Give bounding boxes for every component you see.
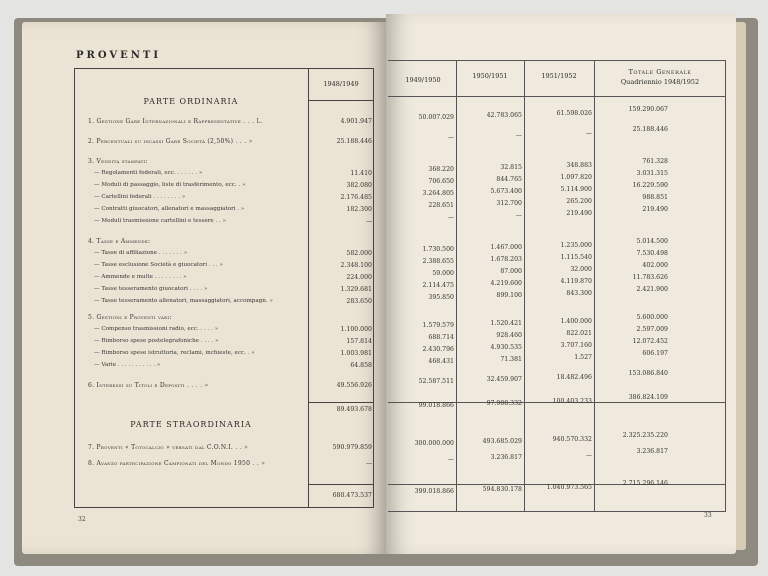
cell-value: 89.493.678 [336,406,372,413]
header-1949-1950: 1949/1950 [405,76,441,84]
row-label-suffix: . . . . . . . . » [154,274,187,280]
row-label-suffix: . . . . » [200,338,219,344]
cell-value: 1.329.681 [340,286,372,293]
cell-value: 25.188.446 [336,138,372,145]
cell-value: 99.018.866 [418,402,454,409]
cell-value: 265.200 [566,198,592,205]
cell-value: 2.114.475 [422,282,454,289]
row-label [94,194,185,200]
cell-value: 25.188.446 [632,126,668,133]
cell-value: 5.673.400 [490,188,522,195]
row-label-text: 2. Percentuali su incassi Gare Società (2,50%) [88,138,234,145]
cell-value: 386.824.109 [628,394,668,401]
cell-value: 12.072.452 [632,338,668,345]
row-label-suffix: . . . . . . . » [158,250,188,256]
row-label-text: 7. Proventi « Totocalcio » versati dal C.O.N.I. [88,444,234,451]
parte-straordinaria-heading: PARTE STRAORDINARIA [130,420,252,429]
cell-value: 18.482.496 [556,374,592,381]
cell-value: 1.678.203 [490,256,522,263]
row-label [94,170,202,176]
row-label-text: — Tasse di affiliazione [94,250,158,256]
cell-value: 940.570.332 [552,436,592,443]
cell-value: 5.114.900 [560,186,592,193]
row-label-text: — Moduli di passaggio, liste di trasferimento, ecc. [94,182,237,188]
cell-value: — [365,218,372,225]
cell-value: 1.579.579 [422,322,454,329]
row-label-text: — Compenso trasmissioni radio, ecc. [94,326,199,332]
page-stack-edge [736,22,746,550]
row-label-text: 5. Gestioni e Proventi vari: [88,314,172,321]
row-label-suffix: . . . . » [200,326,219,332]
cell-value: 399.018.866 [414,488,454,495]
row-label-text: — Varie [94,362,117,368]
cell-value: 11.410 [350,170,372,177]
cell-value: 493.685.029 [482,438,522,445]
cell-value: 3.031.315 [636,170,668,177]
row-label-text: — Regolamenti federali, ecc. [94,170,176,176]
cell-value: 1.100.000 [340,326,372,333]
cell-value: — [365,460,372,467]
row-label-text: — Cartellini federali [94,194,152,200]
parte-ordinaria-heading: PARTE ORDINARIA [143,97,239,106]
cell-value: 822.021 [566,330,592,337]
cell-value: 7.530.498 [636,250,668,257]
cell-value: 52.587.511 [418,378,454,385]
row-label-suffix: . . . . » [189,286,208,292]
row-label [94,362,160,368]
row-label [94,250,187,256]
cell-value: 64.858 [350,362,372,369]
cell-value: 182.300 [346,206,372,213]
cell-value: 688.714 [428,334,454,341]
row-label-suffix: . . . . . . . . » [153,194,186,200]
row-label [94,326,218,332]
cell-value: 157.814 [346,338,372,345]
cell-value: — [515,212,522,219]
row-label [88,138,253,145]
row-label [94,274,187,280]
cell-value: 2.421.900 [636,286,668,293]
cell-value: 61.598.026 [556,110,592,117]
row-label-suffix: . » [247,350,255,356]
header-1951-1952: 1951/1952 [541,72,577,80]
cell-value: — [447,134,454,141]
row-label-text: — Rimborso spese postelegrafoniche [94,338,199,344]
row-label-text: 8. Avanzo partecipazione Campionati del Mondo 1950 [88,460,251,467]
cell-value: 50.007.029 [418,114,454,121]
row-label-text: 3. Vendita stampati: [88,158,148,165]
row-label-suffix: . . . . » [186,382,209,389]
cell-value: 2.430.796 [422,346,454,353]
right-divider-2 [524,60,525,512]
cell-value: 1.730.500 [422,246,454,253]
row-label [94,262,223,268]
row-label-text: — Ammende e multe [94,274,153,280]
cell-value: 1.400.000 [560,318,592,325]
cell-value: 2.176.485 [340,194,372,201]
cell-value: 5.600.000 [636,314,668,321]
cell-value: 219.490 [642,206,668,213]
row-label [88,314,172,321]
cell-value: 312.700 [496,200,522,207]
cell-value: 1.097.820 [560,174,592,181]
row-label [94,298,273,304]
row-label-suffix: . . » [215,218,227,224]
cell-value: 988.851 [642,194,668,201]
cell-value: 590.979.859 [332,444,372,451]
row-label-suffix: . . . . . . » [177,170,203,176]
cell-value: 32.459.907 [486,376,522,383]
cell-value: 3.236.817 [636,448,668,455]
left-subtotal-rule [308,402,374,403]
cell-value: 348.883 [566,162,592,169]
row-label [94,218,226,224]
cell-value: 2.597.009 [636,326,668,333]
row-label-text: — Moduli trasmissione cartellini e tessere [94,218,214,224]
cell-value: 761.328 [642,158,668,165]
row-label [88,118,263,125]
cell-value: 153.086.840 [628,370,668,377]
cell-value: — [447,456,454,463]
cell-value: 1.235.000 [560,242,592,249]
cell-value: 395.850 [428,294,454,301]
cell-value: 582.000 [346,250,372,257]
right-header-rule [388,96,726,97]
cell-value: 843.300 [566,290,592,297]
cell-value: 32.000 [570,266,592,273]
row-label-text: — Contratti giuocatori, allenatori e massaggiatori [94,206,236,212]
cell-value: 87.000 [500,268,522,275]
row-label-suffix: . . . » [208,262,223,268]
cell-value: 402.000 [642,262,668,269]
row-label-text: — Tasse tesseramento allenatori, massaggiatori, accompagn. [94,298,268,304]
row-label-suffix: . . . . . . . . . . . » [117,362,161,368]
left-column-divider [308,68,309,508]
cell-value: 4.119.870 [560,278,592,285]
cell-value: 606.197 [642,350,668,357]
row-label-text: — Tasse tesseramento giuocatori [94,286,188,292]
cell-value: 159.290.067 [628,106,668,113]
cell-value: 1.467.000 [490,244,522,251]
row-label-text: — Tasse esclusione Società e giuocatori [94,262,208,268]
row-label-suffix: . . » [235,444,249,451]
cell-value: 368.220 [428,166,454,173]
row-label-suffix: . . . L. [243,118,264,125]
section-title: PROVENTI [76,50,162,61]
cell-value: 382.080 [346,182,372,189]
row-label-text: 4. Tasse e Ammende: [88,238,151,245]
cell-value: — [447,214,454,221]
row-label-suffix: . . . » [235,138,253,145]
cell-value: 1.003.981 [340,350,372,357]
page-number-left: 32 [78,516,86,523]
row-label-text: 1. Gestione Gare Internazionali e Rappresentative [88,118,242,125]
left-total-rule [308,484,374,485]
cell-value: — [515,132,522,139]
cell-value: 3.236.817 [490,454,522,461]
cell-value: 1.527 [574,354,592,361]
cell-value: 71.381 [500,356,522,363]
cell-value: 4.219.600 [490,280,522,287]
row-label-suffix: » [269,298,273,304]
cell-value: 5.014.500 [636,238,668,245]
row-label-suffix: . » [237,206,245,212]
cell-value: 228.651 [428,202,454,209]
cell-value: 42.783.065 [486,112,522,119]
cell-value: 468.431 [428,358,454,365]
row-label [88,158,148,165]
right-divider-3 [594,60,595,512]
header-totale-generale: Totale Generale [628,68,692,76]
row-label-suffix: . » [238,182,246,188]
cell-value: — [585,130,592,137]
row-label [88,238,150,245]
row-label [94,338,218,344]
cell-value: 11.783.626 [632,274,668,281]
row-label [88,444,248,451]
header-quadriennio: Quadriennio 1948/1952 [620,78,700,86]
cell-value: 2.348.100 [340,262,372,269]
header-1950-1951: 1950/1951 [472,72,508,80]
cell-value: 49.556.926 [336,382,372,389]
cell-value: 1.040.973.565 [546,484,592,491]
cell-value: 706.650 [428,178,454,185]
cell-value: 100.403.233 [552,398,592,405]
cell-value: 594.830.178 [482,486,522,493]
cell-value: 2.325.235.220 [622,432,668,439]
cell-value: 283.650 [346,298,372,305]
row-label-text: 6. Interessi su Titoli e Depositi [88,382,185,389]
cell-value: 16.229.590 [632,182,668,189]
cell-value: 32.815 [500,164,522,171]
cell-value: 2.388.655 [422,258,454,265]
page-number-right: 33 [704,512,712,519]
cell-value: 928.460 [496,332,522,339]
row-label [88,382,208,389]
row-label [94,182,245,188]
cell-value: 224.000 [346,274,372,281]
cell-value: 219.490 [566,210,592,217]
cell-value: 680.473.537 [332,492,372,499]
cell-value: 3.707.160 [560,342,592,349]
cell-value: 844.765 [496,176,522,183]
cell-value: 3.264.805 [422,190,454,197]
cell-value: — [585,452,592,459]
cell-value: 2.715.296.146 [622,480,668,487]
cell-value: 4.930.535 [490,344,522,351]
row-label-suffix: . . » [252,460,266,467]
cell-value: 4.901.947 [340,118,372,125]
row-label [94,350,255,356]
cell-value: 899.100 [496,292,522,299]
cell-value: 300.000.000 [414,440,454,447]
row-label-text: — Rimborso spese istruttoria, reclami, inchieste, ecc. [94,350,246,356]
header-1948-1949: 1948/1949 [323,80,359,88]
row-label [94,286,207,292]
row-label [88,460,265,467]
cell-value: 1.115.540 [560,254,592,261]
cell-value: 59.000 [432,270,454,277]
cell-value: 97.908.332 [486,400,522,407]
left-header-rule [308,100,374,101]
row-label [94,206,244,212]
cell-value: 1.520.421 [490,320,522,327]
